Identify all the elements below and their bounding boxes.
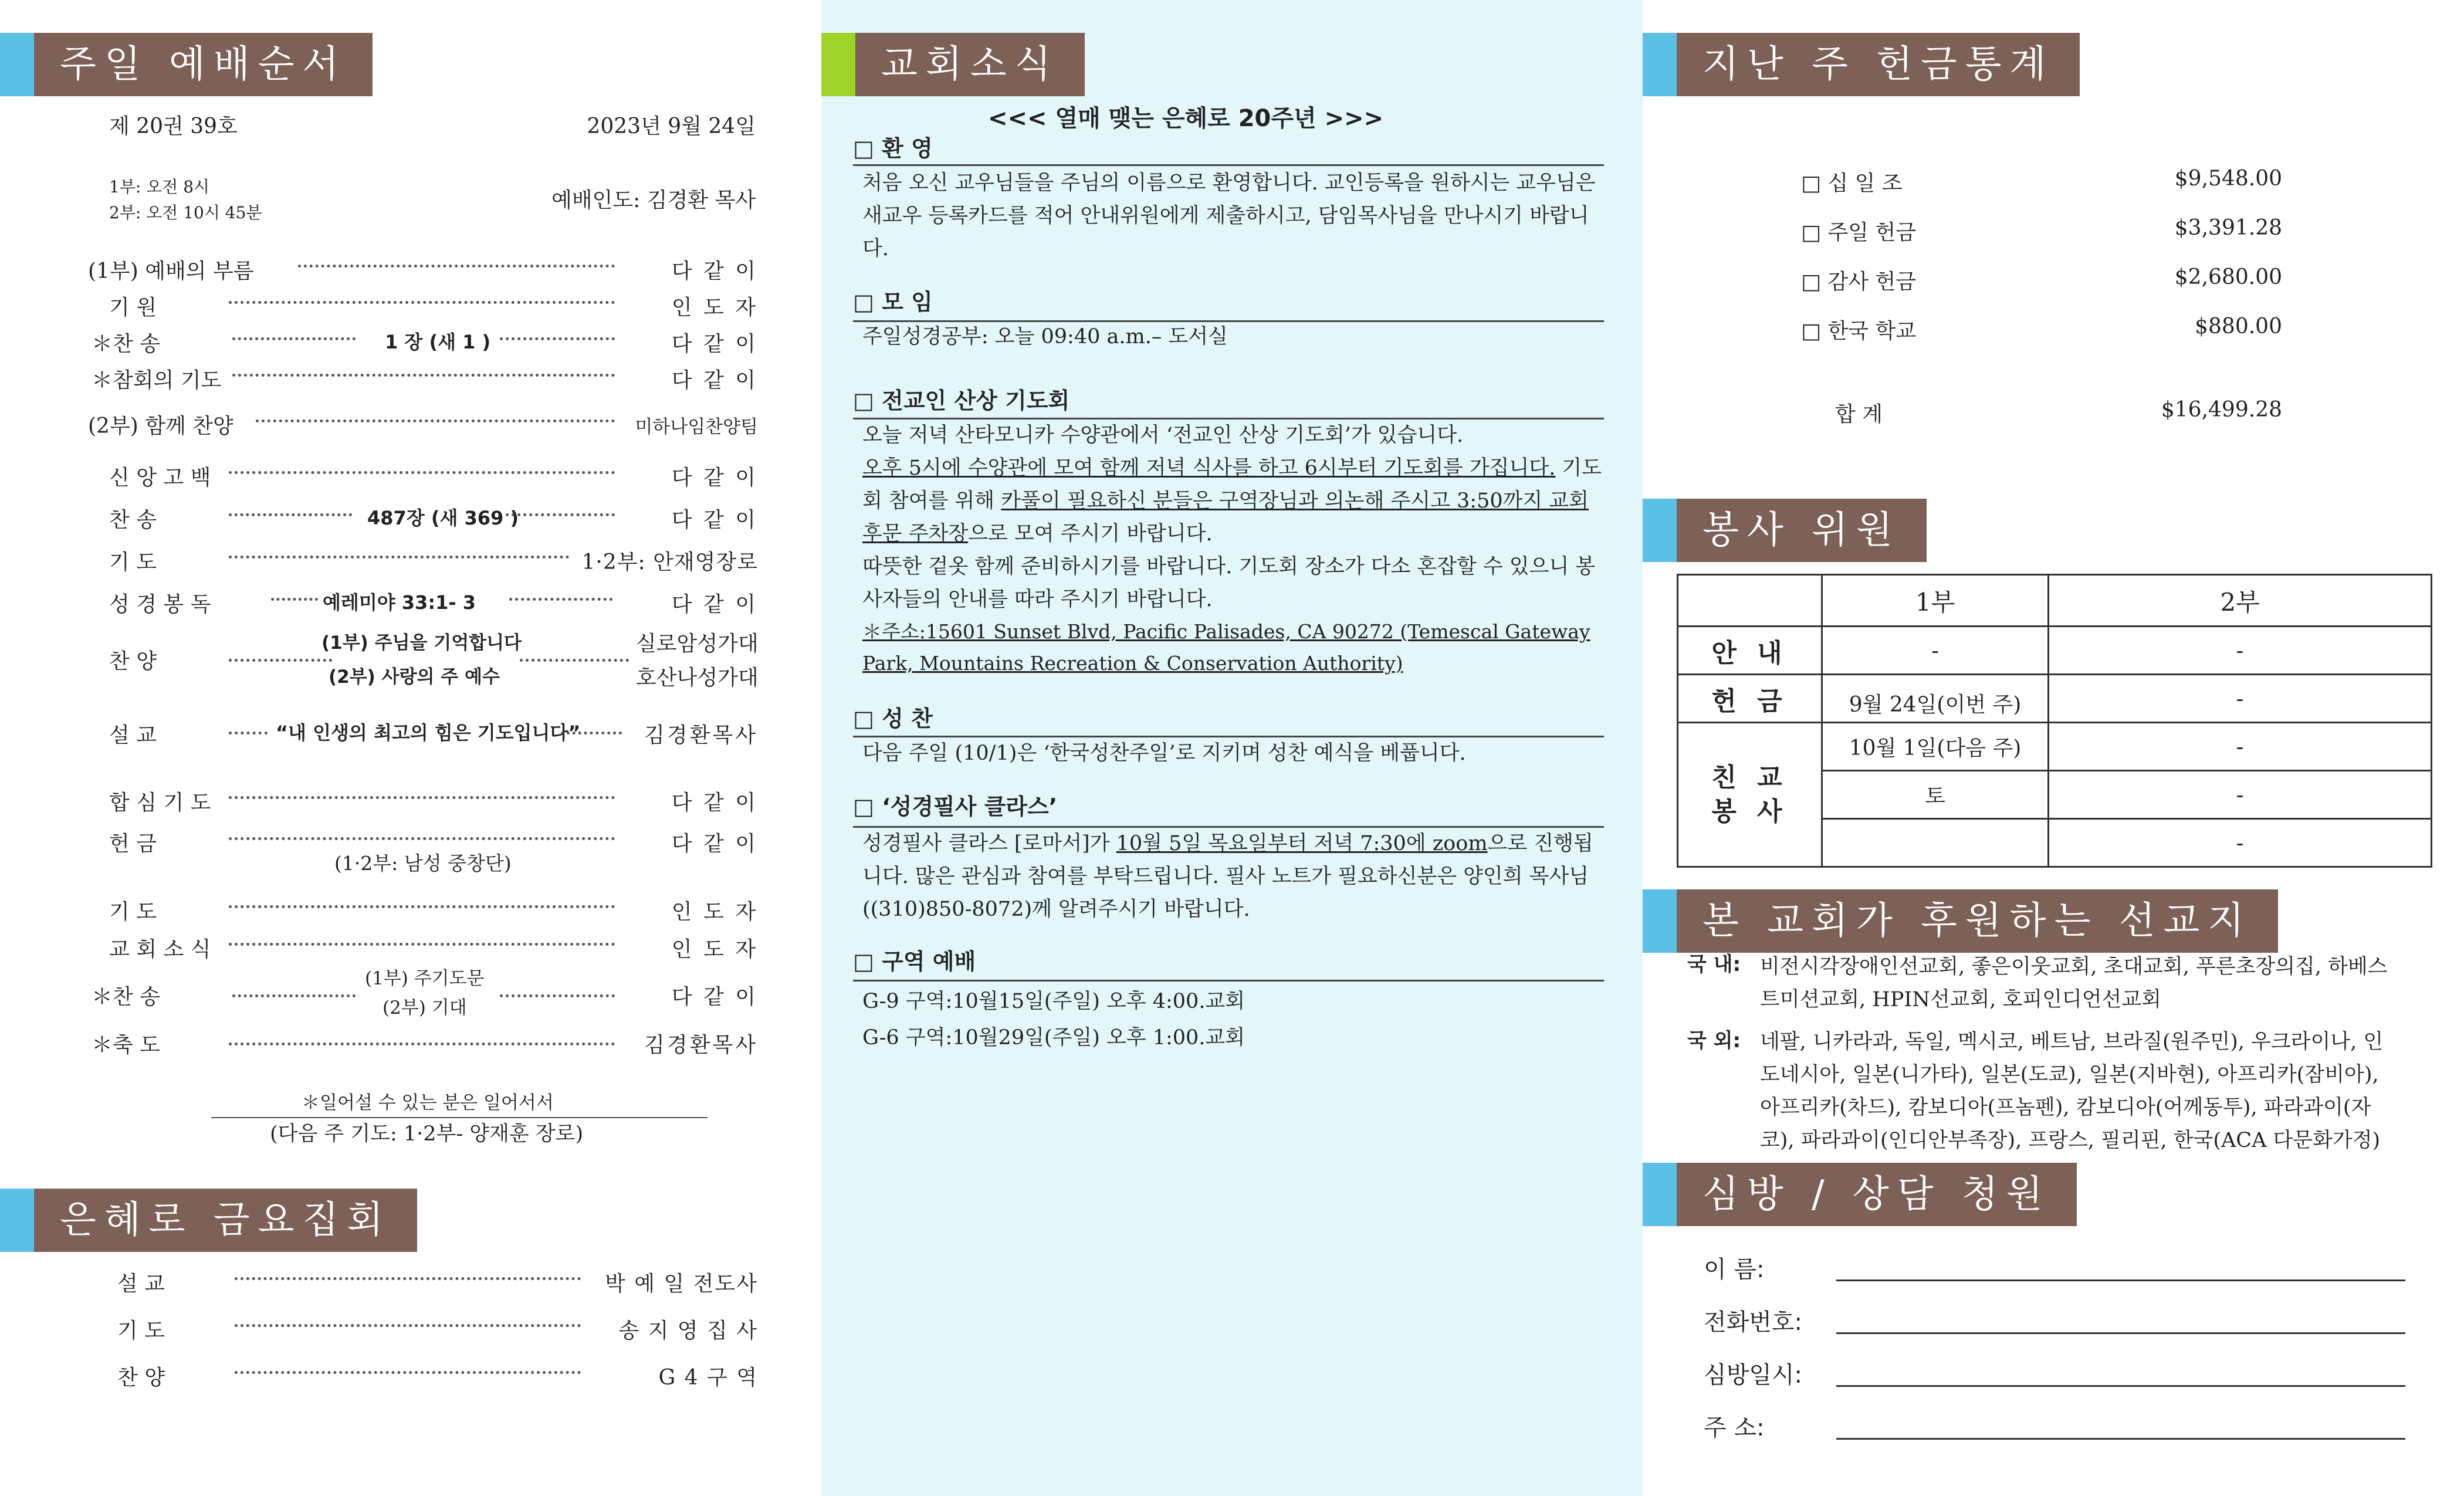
- domestic-label: 국 내:: [1687, 953, 1741, 976]
- offering-total-amount: $16,499.28: [2161, 398, 2282, 422]
- bible-class-schedule: 10월 5일 목요일부터 저녁 7:30에 zoom: [1116, 832, 1488, 855]
- offering-amount: $9,548.00: [2174, 167, 2282, 191]
- order-value: 미하나임찬양팀: [635, 417, 758, 438]
- anthem-choir-1: 실로암성가대: [636, 632, 759, 656]
- leader-dots: [229, 656, 332, 662]
- leader-dots: [229, 940, 615, 946]
- offering-label: □ 주일 헌금: [1801, 221, 1917, 245]
- welcome-body: 처음 오신 교우님들을 주님의 이름으로 환영합니다. 교인등록을 원하시는 교우님은 새교우 등록카드를 적어 안내위원에게 제출하시고, 담임목사님을 만나시기 바랍니다.: [862, 171, 1596, 260]
- prayer-carpool: 카풀이 필요하신 분들은 구역장님과 의논해 주시고 3:50까지 교회 후문 주차장: [862, 489, 1589, 546]
- order-row: [0, 455, 821, 490]
- offering-label: □ 십 일 조: [1801, 171, 1903, 195]
- sermon-preacher: 김경환목사: [644, 723, 758, 747]
- leader-dots: [506, 510, 615, 516]
- table-cell: -: [2049, 819, 2432, 867]
- order-label: 찬 양: [117, 1366, 165, 1390]
- bulletin-date: 2023년 9월 24일: [587, 114, 756, 138]
- order-label: 교 회 소 식: [109, 937, 211, 962]
- prayer-carpool-intro: 기도회 참여를 위해: [862, 456, 1602, 513]
- order-label: 합 심 기 도: [109, 791, 211, 815]
- leader-dots: [235, 1368, 581, 1374]
- order-label: 설 교: [117, 1272, 165, 1296]
- order-value: 다 같 이: [671, 832, 758, 856]
- order-row: [0, 1308, 821, 1343]
- leader-dots: [229, 468, 615, 474]
- table-cell: -: [1822, 627, 2049, 675]
- district-item: G-9 구역:10월15일(주일) 오후 4:00.교회: [862, 990, 1245, 1013]
- offering-row: [1801, 216, 2282, 245]
- form-label-phone: 전화번호:: [1704, 1309, 1803, 1336]
- header-title: 교회소식: [855, 33, 1085, 96]
- next-prayer: (다음 주 기도: 1·2부- 양재훈 장로): [270, 1122, 584, 1146]
- offering-note: (1·2부: 남성 중창단): [334, 852, 512, 875]
- stand-note: ＊일어설 수 있는 분은 일어서서: [302, 1092, 554, 1113]
- leader-dots: [561, 729, 622, 735]
- prayer-paragraph-2: [862, 452, 1602, 550]
- order-row: [0, 1261, 821, 1297]
- leader-dots: [229, 553, 569, 559]
- offering-label: □ 한국 학교: [1801, 319, 1917, 343]
- divider: [853, 980, 1604, 981]
- header-accent: [0, 33, 34, 96]
- order-value: 인 도 자: [671, 937, 758, 962]
- table-corner: [1678, 575, 1822, 627]
- table-header-2: 2부: [2049, 575, 2432, 627]
- sacrament-body: 다음 주일 (10/1)은 ‘한국성찬주일’로 지키며 성찬 예식을 베풉니다.: [862, 742, 1466, 765]
- order-value: 다 같 이: [671, 332, 758, 356]
- visit-date-field[interactable]: [1836, 1385, 2405, 1387]
- sacrament-heading: □ 성 찬: [853, 706, 933, 732]
- order-label: (1부) 예배의 부름: [88, 259, 254, 283]
- order-value: 다 같 이: [671, 368, 758, 392]
- order-row: [0, 540, 821, 575]
- anthem-title-2-text: (2부) 사랑의 주 예수: [329, 666, 500, 688]
- row-label-offering: 헌 금: [1678, 675, 1822, 723]
- table-cell: 토: [1822, 771, 2049, 819]
- welcome-heading: □ 환 영: [853, 136, 933, 161]
- benediction-value: 김경환목사: [644, 1033, 758, 1057]
- prayer-carpool-end: 으로 모여 주시기 바랍니다.: [968, 522, 1213, 546]
- leader-dots: [229, 834, 615, 840]
- overseas-missions: 네팔, 니카라과, 독일, 멕시코, 베트남, 브라질(원주민), 우크라이나, 인도네시아, 일본(니가타), 일본(도쿄), 일본(지바현), 아프리카(잠비아), 아프리카(차드), 캄보디아(프놈펜), 캄보디아(어께동투), 파라과이(자코), 파라과이(인디안부족장), 프랑스, 필리핀, 한국(ACA 다문화가정): [1760, 1030, 2384, 1152]
- leader-dots: [229, 298, 615, 304]
- order-row: [0, 780, 821, 815]
- service-committee-table: [1677, 574, 2432, 868]
- order-value: 송 지 영 집 사: [618, 1319, 758, 1343]
- offering-label: □ 감사 헌금: [1801, 270, 1917, 294]
- worship-leader: 예배인도: 김경환 목사: [551, 188, 756, 212]
- header-title: 심방 / 상담 청원: [1677, 1163, 2077, 1226]
- leader-dots: [509, 595, 612, 601]
- district-item: G-6 구역:10월29일(주일) 오후 1:00.교회: [862, 1026, 1245, 1050]
- anniversary-banner: <<< 열매 맺는 은혜로 20주년 >>>: [988, 105, 1384, 132]
- order-row: [0, 497, 821, 533]
- header-title: 본 교회가 후원하는 선교지: [1677, 889, 2278, 953]
- table-cell: [1822, 819, 2049, 867]
- leader-dots: [520, 656, 629, 662]
- order-value: 다 같 이: [671, 466, 758, 490]
- district-heading: □ 구역 예배: [853, 949, 976, 974]
- header-title: 은혜로 금요집회: [34, 1189, 417, 1252]
- order-label: 성 경 봉 독: [109, 593, 211, 617]
- form-label-visit-date: 심방일시:: [1704, 1362, 1803, 1389]
- leader-dots: [256, 417, 615, 422]
- order-row: [0, 321, 821, 357]
- sermon-label: 설 교: [109, 723, 157, 747]
- anthem-title-1-text: (1부) 주님을 기억합니다: [321, 632, 522, 654]
- closing-hymn-value: 다 같 이: [671, 985, 758, 1009]
- table-cell: 10월 1일(다음 주): [1822, 723, 2049, 771]
- form-label-address: 주 소:: [1704, 1414, 1765, 1441]
- service-time-1: 1부: 오전 8시: [109, 177, 210, 197]
- offering-total-row: [1801, 398, 2282, 427]
- anthem-title-1: [321, 632, 522, 654]
- order-label: 기 원: [109, 296, 157, 320]
- offering-amount: $3,391.28: [2174, 216, 2282, 240]
- order-row: [0, 821, 821, 857]
- offering-amount: $880.00: [2195, 314, 2282, 339]
- order-value: 1·2부: 안재영장로: [581, 550, 758, 574]
- anthem-choir-2: 호산나성가대: [636, 666, 759, 690]
- district-body: [862, 983, 1602, 1056]
- table-cell: -: [2049, 771, 2432, 819]
- prayer-paragraph-1: 오늘 저녁 산타모니카 수양관에서 ‘전교인 산상 기도회’가 있습니다.: [862, 424, 1464, 447]
- order-label: 기 도: [117, 1319, 165, 1343]
- benediction-label: ＊축 도: [92, 1033, 160, 1057]
- order-value: 인 도 자: [671, 900, 758, 924]
- order-row: [0, 249, 821, 284]
- order-value: 인 도 자: [671, 296, 758, 320]
- leader-dots: [298, 262, 615, 268]
- order-row: [0, 1355, 821, 1390]
- name-field[interactable]: [1836, 1279, 2405, 1281]
- leader-dots: [500, 334, 615, 340]
- leader-dots: [229, 510, 352, 516]
- order-label: ＊참회의 기도: [92, 368, 222, 392]
- order-label: 헌 금: [109, 832, 157, 856]
- leader-dots: [235, 1274, 581, 1280]
- order-value: G 4 구 역: [658, 1366, 758, 1390]
- row-label-fellowship: 친 교 봉 사: [1678, 723, 1822, 867]
- header-title: 주일 예배순서: [34, 33, 373, 96]
- order-row: [0, 358, 821, 393]
- table-cell: 9월 24일(이번 주): [1822, 675, 2049, 723]
- offering-row: [1801, 314, 2282, 344]
- table-cell: -: [2049, 627, 2432, 675]
- offering-amount: $2,680.00: [2174, 265, 2282, 289]
- hymn-number: 1 장 (새 1 ): [385, 331, 491, 353]
- header-accent: [1643, 1163, 1677, 1226]
- overseas-label: 국 외:: [1687, 1029, 1741, 1052]
- leader-dots: [235, 1321, 581, 1327]
- leader-dots: [232, 371, 615, 377]
- hymn-number: 487장 (새 369 ): [367, 507, 519, 529]
- offering-row: [1801, 167, 2282, 196]
- order-value: 다 같 이: [671, 508, 758, 532]
- order-label: 찬 송: [109, 508, 157, 532]
- header-accent: [1643, 889, 1677, 953]
- prayer-paragraph-3: 따뜻한 겉옷 함께 준비하시기를 바랍니다. 기도회 장소가 다소 혼잡할 수 있으니 봉사자들의 안내를 따라 주시기 바랍니다.: [862, 555, 1596, 611]
- domestic-missions: 비전시각장애인선교회, 좋은이웃교회, 초대교회, 푸른초장의집, 하베스트미션교회, HPIN선교회, 호피인디언선교회: [1760, 955, 2388, 1011]
- leader-dots: [500, 991, 615, 997]
- form-label-name: 이 름:: [1704, 1256, 1765, 1283]
- bible-class-body: [862, 827, 1602, 926]
- prayer-schedule: 오후 5시에 수양관에 모여 함께 저녁 식사를 하고 6시부터 기도회를 가집니다.: [862, 456, 1556, 480]
- order-label: 기 도: [109, 550, 157, 574]
- leader-dots: [229, 793, 615, 799]
- closing-hymn-label: ＊찬 송: [92, 985, 160, 1009]
- order-row: [0, 285, 821, 320]
- order-value: 다 같 이: [671, 791, 758, 815]
- anthem-label: 찬 양: [109, 649, 157, 673]
- prayer-meeting-heading: □ 전교인 산상 기도회: [853, 388, 1070, 414]
- order-row: [0, 927, 821, 962]
- leader-dots: [229, 902, 615, 908]
- divider: [853, 164, 1604, 166]
- order-label: ＊찬 송: [92, 332, 160, 356]
- table-cell: -: [2049, 723, 2432, 771]
- service-time-2: 2부: 오전 10시 45분: [109, 203, 262, 222]
- bible-class-heading: □ ‘성경필사 클라스’: [853, 794, 1058, 820]
- order-label: (2부) 함께 찬양: [88, 414, 233, 438]
- header-accent: [821, 33, 855, 96]
- meeting-body: 주일성경공부: 오늘 09:40 a.m.– 도서실: [862, 325, 1228, 348]
- table-header-1: 1부: [1822, 575, 2049, 627]
- phone-field[interactable]: [1836, 1332, 2405, 1334]
- table-cell: -: [2049, 675, 2432, 723]
- prayer-address: ＊주소:15601 Sunset Blvd, Pacific Palisades, CA 90272 (Temescal Gateway Park, Mountains Recreation & Conservation Authority): [862, 620, 1590, 675]
- leader-dots: [271, 595, 318, 601]
- bible-class-text-c: 으로 진행됩니다. 많은 관심과 참여를 부탁드립니다. 필사 노트가 필요하신분은 양인희 목사님((310)850-8072)께 알려주시기 바랍니다.: [862, 832, 1593, 921]
- divider: [211, 1117, 708, 1118]
- prayer-meeting-body: [862, 419, 1602, 679]
- leader-dots: [229, 1040, 615, 1045]
- meeting-heading: □ 모 임: [853, 289, 933, 315]
- closing-hymn-1: (1부) 주기도문: [365, 968, 485, 989]
- header-accent: [1643, 499, 1677, 562]
- address-field[interactable]: [1836, 1437, 2405, 1440]
- order-row: [0, 889, 821, 925]
- volume-number: 제 20권 39호: [109, 114, 238, 138]
- order-label: 신 앙 고 백: [109, 466, 211, 490]
- order-row: [0, 582, 821, 617]
- order-row: [0, 404, 821, 439]
- worship-order-column: [0, 0, 821, 1496]
- offering-total-label: 합 계: [1835, 402, 1883, 427]
- leader-dots: [232, 334, 356, 340]
- leader-dots: [232, 991, 356, 997]
- closing-hymn-2: (2부) 기대: [383, 997, 467, 1018]
- order-value: 다 같 이: [671, 259, 758, 283]
- header-title: 봉사 위원: [1677, 499, 1927, 562]
- row-label-guide: 안 내: [1678, 627, 1822, 675]
- header-title: 지난 주 헌금통계: [1677, 33, 2080, 96]
- order-label: 기 도: [109, 900, 157, 924]
- scripture-reference: 예레미야 33:1- 3: [323, 591, 476, 614]
- header-accent: [1643, 33, 1677, 96]
- bible-class-text-a: 성경필사 클라스 [로마서]가: [862, 832, 1116, 855]
- order-value: 박 예 일 전도사: [605, 1272, 758, 1296]
- sermon-title: “내 인생의 최고의 힘은 기도입니다”: [276, 722, 581, 744]
- offering-row: [1801, 265, 2282, 295]
- order-value: 다 같 이: [671, 593, 758, 617]
- anthem-title-2: [329, 666, 500, 688]
- leader-dots: [229, 729, 268, 735]
- header-accent: [0, 1189, 34, 1252]
